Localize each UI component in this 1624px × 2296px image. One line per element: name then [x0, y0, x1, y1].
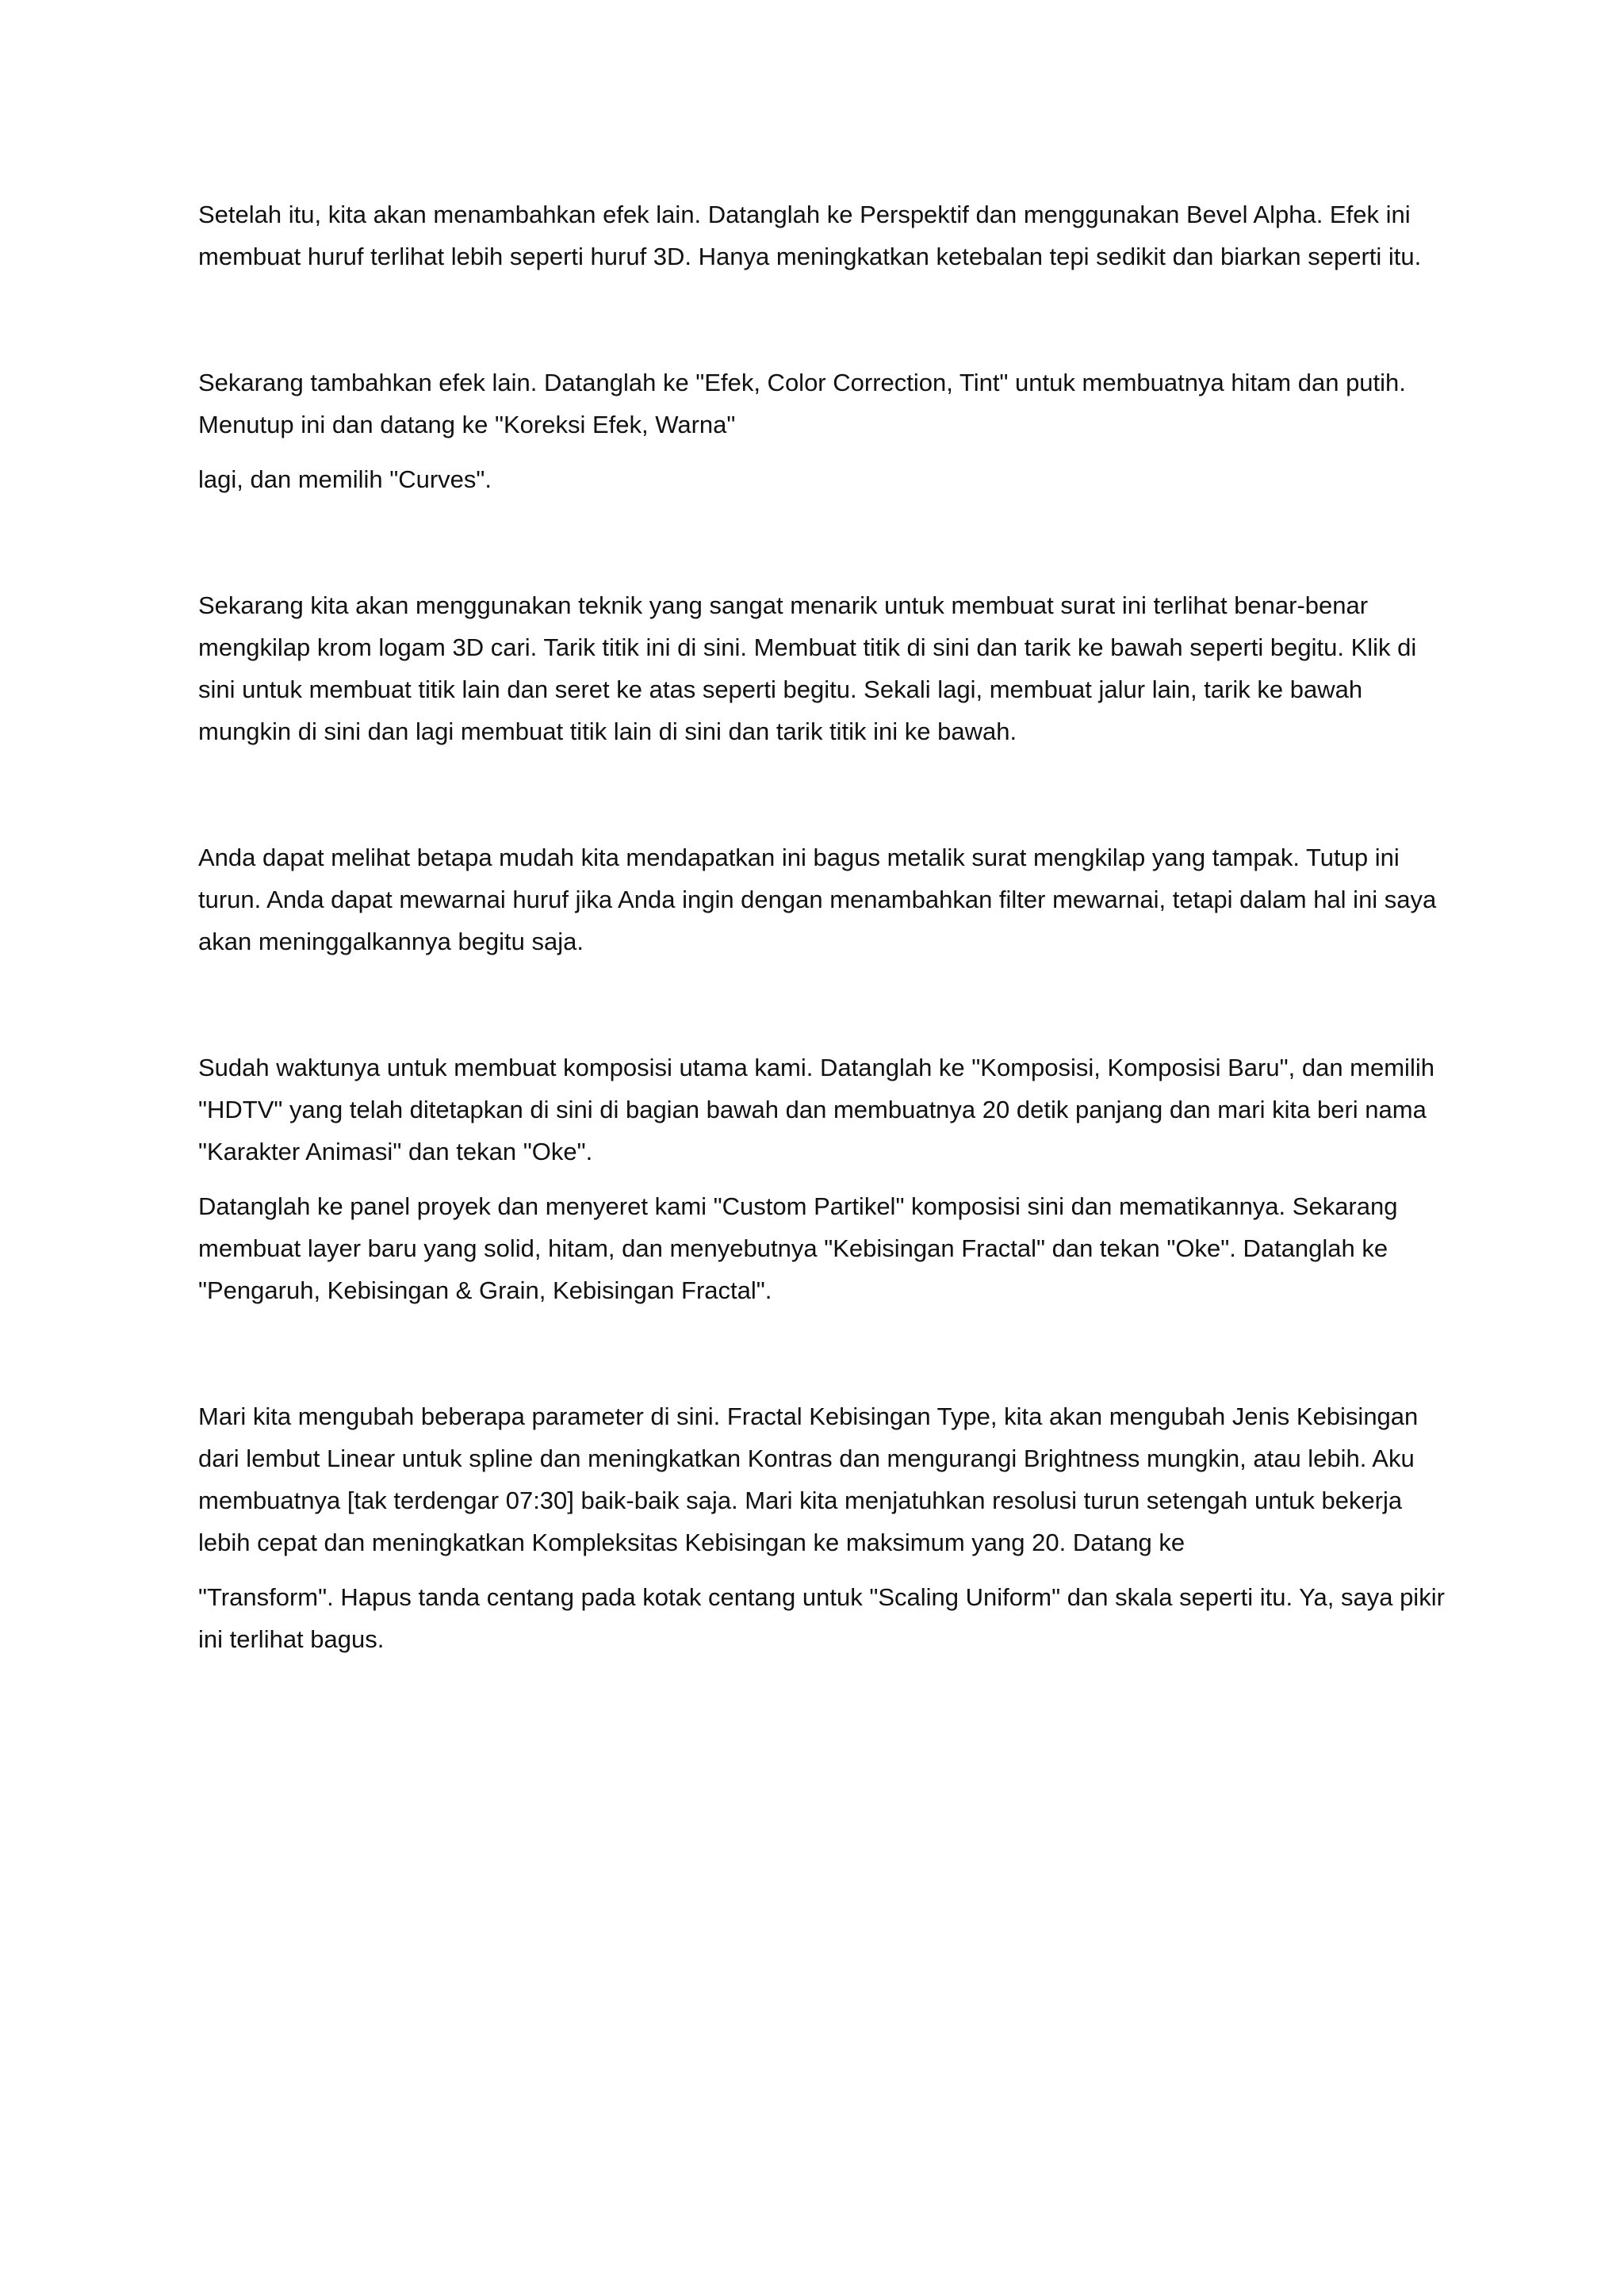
paragraph: Anda dapat melihat betapa mudah kita mendapatkan ini bagus metalik surat mengkilap yang tampak. Tutup ini turun. Anda dapat mewarnai huruf jika Anda ingin dengan menambahkan filter mewarnai, tetapi dalam hal ini saya akan meninggalkannya begitu saja. — [198, 844, 1437, 955]
paragraph: Setelah itu, kita akan menambahkan efek lain. Datanglah ke Perspektif dan menggunakan Bevel Alpha. Efek ini membuat huruf terlihat lebih seperti huruf 3D. Hanya meningkatkan ketebalan tepi sedikit dan biarkan seperti itu. — [198, 201, 1422, 270]
paragraph: Sekarang kita akan menggunakan teknik yang sangat menarik untuk membuat surat ini terlihat benar-benar mengkilap krom logam 3D cari. Tarik titik ini di sini. Membuat titik di sini dan tarik ke bawah seperti begitu. Klik di sini untuk membuat titik lain dan seret ke atas seperti begitu. Sekali lagi, membuat jalur lain, tarik ke bawah mungkin di sini dan lagi membuat titik lain di sini dan tarik titik ini ke bawah. — [198, 591, 1417, 745]
paragraph: Sekarang tambahkan efek lain. Datanglah ke "Efek, Color Correction, Tint" untuk membuatnya hitam dan putih. Menutup ini dan datang ke "Koreksi Efek, Warna" — [198, 369, 1406, 438]
document-body — [198, 193, 1451, 1660]
paragraph: "Transform". Hapus tanda centang pada kotak centang untuk "Scaling Uniform" dan skala seperti itu. Ya, saya pikir ini terlihat bagus. — [198, 1583, 1445, 1653]
paragraph: Mari kita mengubah beberapa parameter di sini. Fractal Kebisingan Type, kita akan mengubah Jenis Kebisingan dari lembut Linear untuk spline dan meningkatkan Kontras dan mengurangi Brightness mungkin, atau lebih. Aku membuatnya [tak terdengar 07:30] baik-baik saja. Mari kita menjatuhkan resolusi turun setengah untuk bekerja lebih cepat dan meningkatkan Kompleksitas Kebisingan ke maksimum yang 20. Datang ke — [198, 1402, 1419, 1556]
paragraph: lagi, dan memilih "Curves". — [198, 465, 492, 493]
paragraph: Datanglah ke panel proyek dan menyeret kami "Custom Partikel" komposisi sini dan mematikannya. Sekarang membuat layer baru yang solid, hitam, dan menyebutnya "Kebisingan Fractal" dan tekan "Oke". Datanglah ke "Pengaruh, Kebisingan & Grain, Kebisingan Fractal". — [198, 1192, 1398, 1304]
paragraph: Sudah waktunya untuk membuat komposisi utama kami. Datanglah ke "Komposisi, Komposisi Baru", dan memilih "HDTV" yang telah ditetapkan di sini di bagian bawah dan membuatnya 20 detik panjang dan mari kita beri nama "Karakter Animasi" dan tekan "Oke". — [198, 1054, 1434, 1165]
